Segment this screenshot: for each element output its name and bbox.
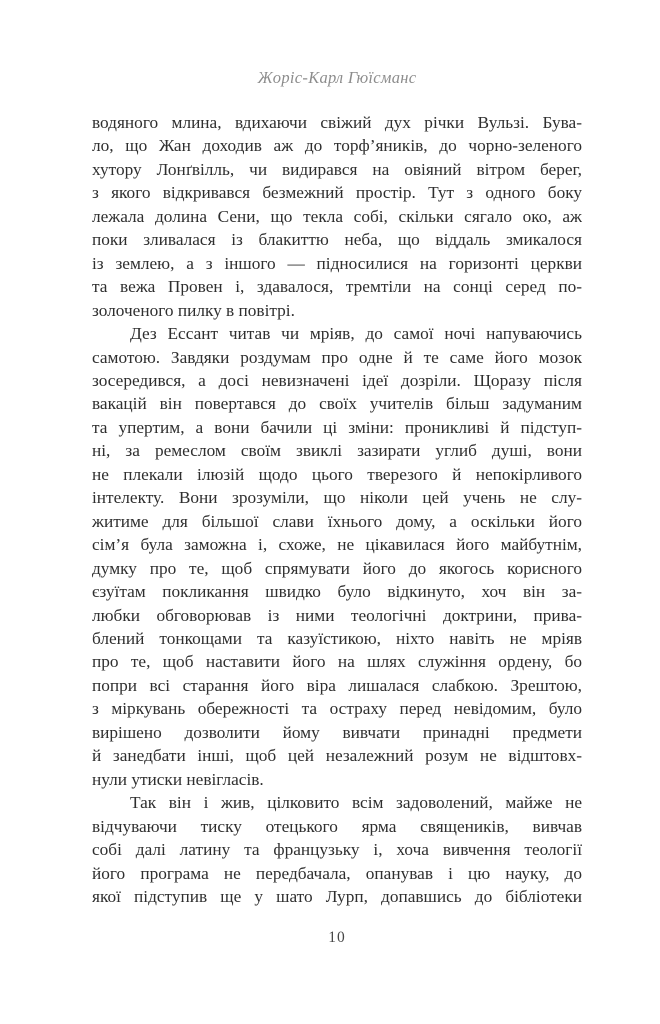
- body-text: [92, 111, 582, 908]
- text-line: поки зливалася із блакиттю неба, що віддаль змикалося: [92, 230, 582, 250]
- text-line: вирішено дозволити йому вивчати принадні предмети: [92, 722, 582, 742]
- running-header: [92, 68, 582, 88]
- text-line: нули утиски невігласів.: [92, 769, 264, 789]
- text-line: любки обговорював із ними теологічні доктрини, прива-: [92, 605, 582, 625]
- text-line: лежала долина Сени, що текла собі, скільки сягало око, аж: [92, 206, 582, 226]
- text-line: Дез Ессант читав чи мріяв, до самої ночі напуваючись: [130, 324, 582, 344]
- text-line: водяного млина, вдихаючи свіжий дух річки Вульзі. Бува-: [92, 113, 582, 132]
- text-line: із землею, а з іншого — підносилися на горизонті церкви: [92, 253, 582, 273]
- text-line: самотою. Завдяки роздумам про одне й те саме його мозок: [92, 347, 582, 367]
- text-line: Так він і жив, цілковито всім задоволений, майже не: [130, 793, 582, 813]
- text-line: якої підступив ще у шато Лурп, допавшись до бібліотеки: [92, 886, 582, 906]
- text-line: золоченого пилку в повітрі.: [92, 300, 295, 320]
- text-line: хутору Лонґвілль, чи видирався на овіяний вітром берег,: [92, 159, 582, 179]
- text-line: відчуваючи тиску отецького ярма священиків, вивчав: [92, 816, 582, 836]
- running-header-author: Жоріс-Карл Гюїсманс: [257, 68, 417, 87]
- text-line: та вежа Провен і, здавалося, тремтіли на сонці серед по-: [92, 277, 582, 297]
- text-line: з міркувань обережності та остраху перед невідомим, було: [92, 699, 582, 719]
- text-line: з якого відкривався безмежний простір. Тут з одного боку: [92, 183, 582, 203]
- text-line: ні, за ремеслом своїм звиклі зазирати углиб душі, вони: [92, 441, 582, 461]
- text-line: собі далі латину та французьку і, хоча вивчення теології: [92, 840, 582, 860]
- text-line: вакацій він повертався до своїх учителів більш задуманим: [92, 394, 582, 414]
- text-line: й занедбати інші, щоб цей незалежний розум не відштовх-: [92, 746, 582, 766]
- text-line: думку про те, щоб спрямувати його до якогось корисного: [92, 558, 582, 578]
- page-number: 10: [328, 929, 346, 946]
- text-line: блений тонкощами та казуїстикою, ніхто навіть не мріяв: [92, 628, 582, 648]
- text-line: не плекали ілюзій щодо цього тверезого й непокірливого: [92, 464, 582, 484]
- text-line: його програма не передбачала, опанував і цю науку, до: [92, 863, 582, 883]
- text-line: ло, що Жан доходив аж до торф’яників, до чорно-зеленого: [92, 136, 582, 156]
- text-line: єзуїтам покликання швидко було відкинуто, хоч він за-: [92, 582, 582, 602]
- text-line: про те, щоб наставити його на шлях служіння ордену, бо: [92, 652, 582, 672]
- text-line: та упертим, а вони бачили ці зміни: проникливі й підступ-: [92, 417, 582, 437]
- text-line: житиме для більшої слави їхнього дому, а оскільки його: [92, 511, 582, 531]
- text-line: сім’я була заможна і, схоже, не цікавилася його майбутнім,: [92, 535, 582, 555]
- text-line: інтелекту. Вони зрозуміли, що ніколи цей учень не слу-: [92, 488, 582, 508]
- text-line: зосередився, а досі невизначені ідеї дозріли. Щоразу після: [92, 370, 582, 390]
- text-line: попри всі старання його віра лишалася слабкою. Зрештою,: [92, 675, 582, 695]
